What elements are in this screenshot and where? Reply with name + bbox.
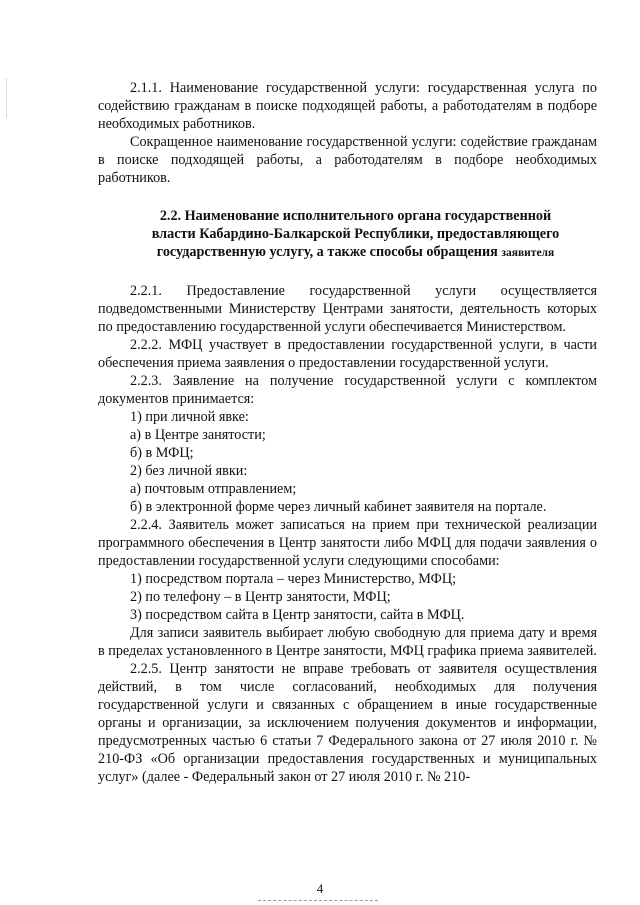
list-item: 1) при личной явке:: [130, 409, 249, 425]
paragraph-short-name: Сокращенное наименование государственной услуги: содействие гражданам в поиске подходящей работы, а работодателям в подборе необходимых работников.: [98, 134, 597, 186]
page-number: 4: [316, 881, 324, 896]
list-item: б) в электронной форме через личный кабинет заявителя на портале.: [130, 499, 547, 515]
footer-divider: [258, 900, 378, 901]
section-heading-2-2: [98, 207, 597, 262]
list-item: а) в Центре занятости;: [130, 427, 266, 443]
section-2-1: [98, 79, 597, 187]
paragraph-2-2-4: 2.2.4. Заявитель может записаться на прием при технической реализации программного обеспечения в Центр занятости либо МФЦ для подачи заявления о предоставлении государственной услуги следующими способами:: [98, 517, 597, 569]
paragraph-2-2-2: 2.2.2. МФЦ участвует в предоставлении государственной услуги, в части обеспечения приема заявления о предоставлении государственной услуги.: [98, 337, 597, 371]
paragraph-appointment-note: Для записи заявитель выбирает любую свободную для приема дату и время в пределах установленного в Центре занятости, МФЦ графика приема заявителей.: [98, 625, 597, 659]
list-item: 2) по телефону – в Центр занятости, МФЦ;: [130, 589, 391, 605]
paragraph-2-2-3: 2.2.3. Заявление на получение государственной услуги с комплектом документов принимается:: [98, 373, 597, 407]
paragraph-2-1-1: 2.1.1. Наименование государственной услуги: государственная услуга по содействию гражданам в поиске подходящей работы, а работодателям в подборе необходимых работников.: [98, 80, 597, 132]
scan-margin-mark: [6, 78, 7, 118]
paragraph-2-2-1: 2.2.1. Предоставление государственной услуги осуществляется подведомственными Министерству Центрами занятости, деятельность которых по предоставлению государственной услуги обеспечивается Министерством.: [98, 283, 597, 335]
document-body: [98, 79, 597, 786]
section-2-2: [98, 282, 597, 786]
heading-main-text: 2.2. Наименование исполнительного органа государственной власти Кабардино-Балкарской Республики, предоставляющего государственную услугу, а также способы обращения: [151, 208, 560, 260]
list-item: 1) посредством портала – через Министерство, МФЦ;: [130, 571, 457, 587]
list-item: 3) посредством сайта в Центр занятости, сайта в МФЦ.: [130, 607, 465, 623]
appointment-methods-list: [98, 570, 597, 624]
list-item: 2) без личной явки:: [130, 463, 248, 479]
submission-methods-list: [98, 408, 597, 516]
heading-small-text: заявителя: [501, 247, 555, 259]
list-item: б) в МФЦ;: [130, 445, 194, 461]
paragraph-2-2-5: 2.2.5. Центр занятости не вправе требовать от заявителя осуществления действий, в том числе согласований, необходимых для получения государственной услуги и связанных с обращением в иные государственные органы и организации, за исключением получения документов и информации, предусмотренных частью 6 статьи 7 Федерального закона от 27 июля 2010 г. № 210-ФЗ «Об организации предоставления государственных и муниципальных услуг» (далее - Федеральный закон от 27 июля 2010 г. № 210-: [98, 661, 597, 785]
list-item: а) почтовым отправлением;: [130, 481, 297, 497]
